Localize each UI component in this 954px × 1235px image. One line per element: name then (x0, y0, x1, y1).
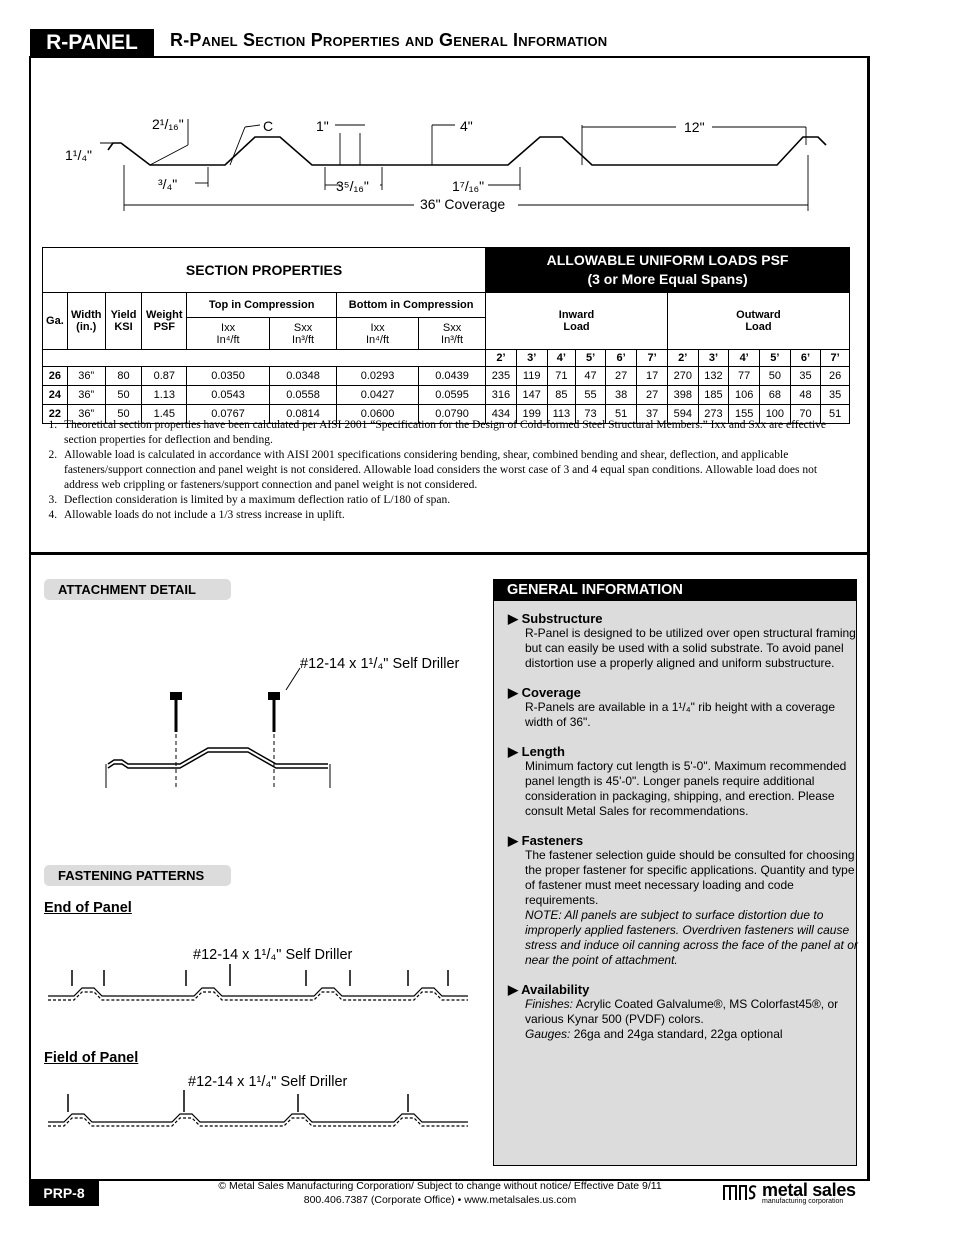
cell-bot-sxx: 0.0439 (418, 367, 485, 386)
cell-top-ixx: 0.0543 (187, 386, 270, 405)
cell-ga: 26 (43, 367, 68, 386)
cell-inward: 113 (547, 405, 576, 424)
dim-three-quarter: ³/₄" (158, 176, 178, 192)
dim-1-7-16: 1⁷/₁₆" (452, 178, 485, 194)
cell-yield: 50 (105, 405, 142, 424)
attachment-driller-label: #12-14 x 1¹/₄" Self Driller (300, 656, 460, 672)
page-tag: R-PANEL (30, 29, 154, 56)
gi-coverage-heading: Coverage (521, 685, 581, 700)
gi-availability-heading: Availability (521, 982, 590, 997)
cell-ga: 24 (43, 386, 68, 405)
cell-inward: 38 (605, 386, 637, 405)
cell-inward: 199 (516, 405, 547, 424)
cell-top-ixx: 0.0767 (187, 405, 270, 424)
end-of-panel-heading: End of Panel (44, 900, 132, 916)
span-header-row (43, 350, 850, 367)
cell-width: 36” (67, 367, 105, 386)
triangle-right-icon: ▶ (508, 685, 518, 700)
col-bot-sxx: Sxx In³/ft (418, 318, 485, 350)
cell-outward: 185 (698, 386, 729, 405)
screw-icon (72, 964, 448, 986)
screw-icon (170, 692, 182, 732)
general-info-content (508, 611, 858, 1056)
cell-inward: 235 (486, 367, 517, 386)
cell-outward: 48 (790, 386, 821, 405)
triangle-right-icon: ▶ (508, 833, 518, 848)
footer-copyright: © Metal Sales Manufacturing Corporation/ Subject to change without notice/ Effective Date 9/11 (218, 1180, 662, 1192)
cell-weight: 0.87 (142, 367, 187, 386)
cell-inward: 119 (516, 367, 547, 386)
cell-outward: 68 (760, 386, 791, 405)
fastening-patterns-title: FASTENING PATTERNS (44, 865, 231, 886)
cell-inward: 147 (516, 386, 547, 405)
cell-top-ixx: 0.0350 (187, 367, 270, 386)
cell-inward: 51 (605, 405, 637, 424)
cell-weight: 1.45 (142, 405, 187, 424)
allowable-line1: ALLOWABLE UNIFORM LOADS PSF (546, 252, 789, 268)
end-driller-label: #12-14 x 1¹/₄" Self Driller (193, 947, 353, 963)
footer-text (170, 1179, 710, 1207)
triangle-right-icon: ▶ (508, 744, 518, 759)
cell-outward: 26 (821, 367, 850, 386)
dim-c: C (263, 118, 274, 134)
page-title: R-Panel Section Properties and General Information (170, 30, 608, 50)
gi-fasteners-note: NOTE: All panels are subject to surface distortion due to improperly applied fasteners. Overdriven fasteners will cause stress and induce oil canning across the face of the panel at or near the point of attachment. (525, 908, 858, 967)
cell-outward: 50 (760, 367, 791, 386)
gi-finishes-label: Finishes: (525, 997, 574, 1011)
footer-contact: 800.406.7387 (Corporate Office) • www.metalsales.us.com (303, 1194, 577, 1206)
span-in-0: 2’ (486, 350, 517, 367)
cell-inward: 71 (547, 367, 576, 386)
field-of-panel-drawing (44, 1088, 474, 1136)
note-item: 2. Allowable load is calculated in accordance with AISI 2001 specifications considering bending, shear, combined bending and shear, deflection, and applicable fasteners/support connection and panel weight is not considered. Allowable load considers the worst case of 3 and 4 equal span conditions. Allowable load does not address web crippling or fasteners/support connection and panel weight is not considered. (60, 448, 854, 493)
cell-top-sxx: 0.0814 (269, 405, 336, 424)
span-in-2: 4’ (547, 350, 576, 367)
span-out-3: 5’ (760, 350, 791, 367)
cell-outward: 273 (698, 405, 729, 424)
col-bot-ixx: Ixx In⁴/ft (337, 318, 419, 350)
frame-divider (29, 552, 868, 555)
span-out-4: 6’ (790, 350, 821, 367)
screw-icon (68, 1090, 408, 1112)
span-in-5: 7’ (637, 350, 668, 367)
section-properties-header: SECTION PROPERTIES (43, 248, 486, 293)
gi-length-text: Minimum factory cut length is 5'-0". Maximum recommended panel length is 45'-0". Longer panels require additional consideration in packaging, shipping, and erection. Please consult Metal Sales for recommendations. (525, 759, 847, 818)
col-width: Width (in.) (67, 293, 105, 350)
gi-finishes-text: Acrylic Coated Galvalume®, MS Colorfast45®, or various Kynar 500 (PVDF) colors. (525, 997, 839, 1026)
cell-inward: 47 (576, 367, 606, 386)
dim-four-inch: 4" (460, 118, 473, 134)
cell-yield: 50 (105, 386, 142, 405)
span-out-1: 3’ (698, 350, 729, 367)
cell-outward: 398 (667, 386, 698, 405)
cell-outward: 155 (729, 405, 760, 424)
cell-bot-ixx: 0.0600 (337, 405, 419, 424)
gi-gauges-text: 26ga and 24ga standard, 22ga optional (570, 1027, 783, 1041)
triangle-right-icon: ▶ (508, 982, 518, 997)
dim-coverage: 36" Coverage (420, 196, 506, 212)
col-ga: Ga. (43, 293, 68, 350)
gi-fasteners-heading: Fasteners (521, 833, 584, 848)
cell-outward: 132 (698, 367, 729, 386)
cell-inward: 17 (637, 367, 668, 386)
cell-bot-ixx: 0.0427 (337, 386, 419, 405)
cell-width: 36” (67, 386, 105, 405)
page-number: PRP-8 (29, 1180, 99, 1206)
panel-profile-drawing (40, 105, 840, 220)
dim-twelve-inch: 12" (684, 119, 705, 135)
col-top-ixx: Ixx In⁴/ft (187, 318, 270, 350)
gi-gauges-label: Gauges: (525, 1027, 571, 1041)
note-item: 4. Allowable loads do not include a 1/3 stress increase in uplift. (60, 508, 854, 523)
dim-3-5-16: 3⁵/₁₆" (336, 178, 369, 194)
col-top-sxx: Sxx In³/ft (269, 318, 336, 350)
table-row (43, 386, 850, 405)
metal-sales-logo (722, 1180, 872, 1208)
cell-yield: 80 (105, 367, 142, 386)
span-out-0: 2’ (667, 350, 698, 367)
span-out-2: 4’ (729, 350, 760, 367)
gi-coverage-text: R-Panels are available in a 1¹/₄" rib height with a coverage width of 36". (525, 700, 835, 729)
col-inward-load: Inward Load (486, 293, 668, 350)
note-item: 3. Deflection consideration is limited by a maximum deflection ratio of L/180 of span. (60, 493, 854, 508)
col-outward-load: Outward Load (667, 293, 849, 350)
cell-inward: 434 (486, 405, 517, 424)
allowable-loads-header (486, 248, 850, 293)
cell-bot-ixx: 0.0293 (337, 367, 419, 386)
cell-bot-sxx: 0.0790 (418, 405, 485, 424)
end-of-panel-drawing (44, 960, 474, 1010)
gi-availability (508, 982, 858, 1042)
cell-ga: 22 (43, 405, 68, 424)
table-notes (42, 418, 854, 523)
cell-bot-sxx: 0.0595 (418, 386, 485, 405)
cell-inward: 55 (576, 386, 606, 405)
cell-inward: 85 (547, 386, 576, 405)
attachment-detail-drawing (100, 660, 340, 800)
gi-fasteners (508, 833, 858, 968)
span-in-4: 6’ (605, 350, 637, 367)
logo-wordmark: metal sales (762, 1180, 856, 1200)
cell-outward: 35 (790, 367, 821, 386)
cell-inward: 37 (637, 405, 668, 424)
cell-inward: 27 (637, 386, 668, 405)
cell-outward: 270 (667, 367, 698, 386)
gi-length (508, 744, 858, 819)
note-item: 1. Theoretical section properties have been calculated per AISI 2001 “Specification for the Design of Cold-formed Steel Structural Members.” Ixx and Sxx are effective section properties for deflection and bending. (60, 418, 854, 448)
cell-inward: 27 (605, 367, 637, 386)
field-of-panel-heading: Field of Panel (44, 1050, 139, 1066)
attachment-detail-title: ATTACHMENT DETAIL (44, 579, 231, 600)
cell-top-sxx: 0.0558 (269, 386, 336, 405)
gi-fasteners-text: The fastener selection guide should be consulted for choosing the proper fastener for specific applications. Quantity and type of fastener must meet necessary loading and code requirements. (525, 848, 855, 907)
cell-outward: 51 (821, 405, 850, 424)
col-yield: Yield KSI (105, 293, 142, 350)
cell-inward: 316 (486, 386, 517, 405)
dim-rib-height: 1¹/₄" (65, 147, 93, 163)
span-out-5: 7’ (821, 350, 850, 367)
cell-outward: 77 (729, 367, 760, 386)
gi-length-heading: Length (521, 744, 565, 759)
dim-one-inch: 1" (316, 118, 329, 134)
logo-subtitle: manufacturing corporation (762, 1198, 844, 1205)
cell-outward: 70 (790, 405, 821, 424)
col-bottom-compression: Bottom in Compression (337, 293, 486, 318)
cell-outward: 35 (821, 386, 850, 405)
cell-width: 36” (67, 405, 105, 424)
allowable-line2: (3 or More Equal Spans) (587, 271, 748, 287)
general-info-title: GENERAL INFORMATION (493, 579, 857, 601)
cell-outward: 594 (667, 405, 698, 424)
cell-outward: 100 (760, 405, 791, 424)
triangle-right-icon: ▶ (508, 611, 518, 626)
cell-outward: 106 (729, 386, 760, 405)
cell-inward: 73 (576, 405, 606, 424)
section-properties-table (42, 247, 850, 424)
gi-coverage (508, 685, 858, 730)
span-in-1: 3’ (516, 350, 547, 367)
dim-top-width: 2¹/₁₆" (152, 116, 184, 132)
gi-substructure (508, 611, 858, 671)
span-in-3: 5’ (576, 350, 606, 367)
cell-weight: 1.13 (142, 386, 187, 405)
table-row (43, 367, 850, 386)
gi-substructure-heading: Substructure (521, 611, 603, 626)
screw-icon (268, 692, 280, 732)
ms-logo-icon (722, 1182, 758, 1202)
cell-top-sxx: 0.0348 (269, 367, 336, 386)
gi-substructure-text: R-Panel is designed to be utilized over open structural framing but can easily be used with a solid substrate. To avoid panel distortion use a properly aligned and uniform substructure. (525, 626, 856, 670)
col-top-compression: Top in Compression (187, 293, 337, 318)
field-driller-label: #12-14 x 1¹/₄" Self Driller (188, 1074, 348, 1090)
col-weight: Weight PSF (142, 293, 187, 350)
